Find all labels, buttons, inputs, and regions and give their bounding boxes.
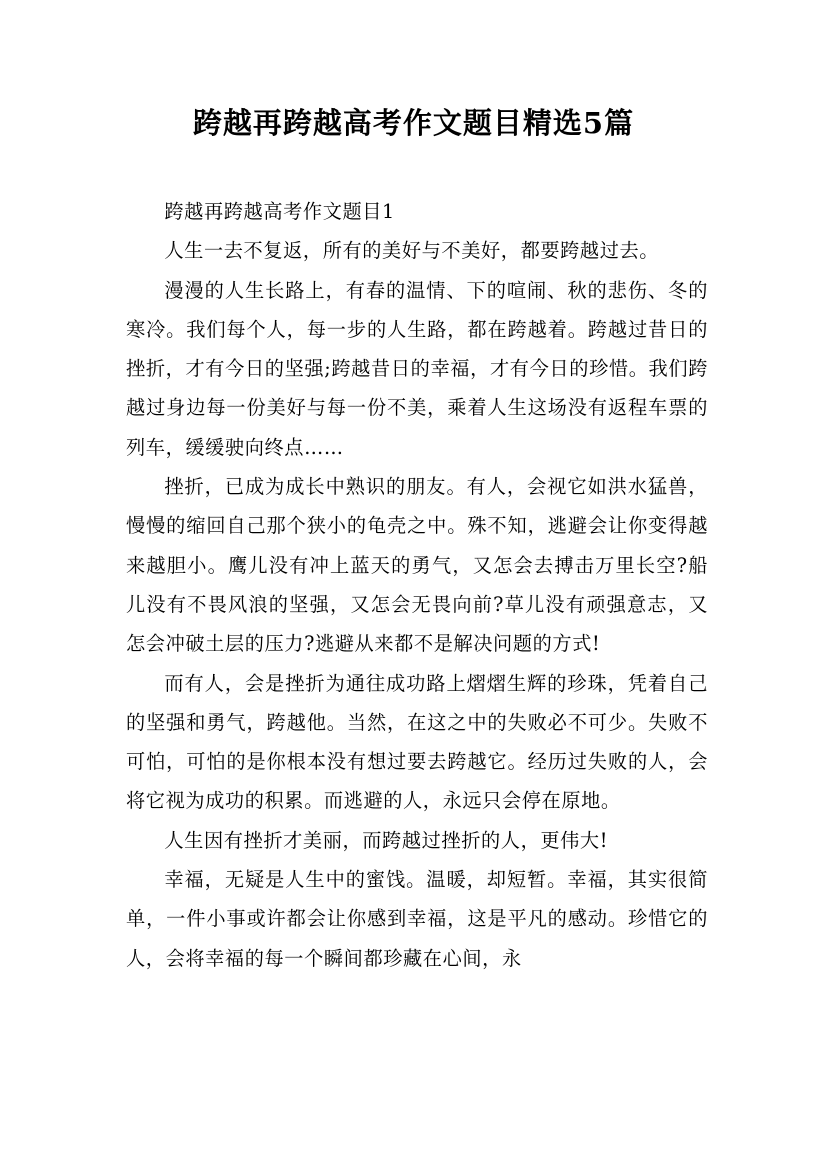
- document-title: 跨越再跨越高考作文题目精选5篇: [192, 106, 635, 140]
- paragraph: 幸福，无疑是人生中的蜜饯。温暖，却短暂。幸福，其实很简单，一件小事或许都会让你感到幸福，这是平凡的感动。珍惜它的人，会将幸福的每一个瞬间都珍藏在心间，永: [126, 868, 708, 970]
- paragraph: 挫折，已成为成长中熟识的朋友。有人，会视它如洪水猛兽，慢慢的缩回自己那个狭小的龟壳之中。殊不知，逃避会让你变得越来越胆小。鹰儿没有冲上蓝天的勇气，又怎会去搏击万里长空?船儿没有不畏风浪的坚强，又怎会无畏向前?草儿没有顽强意志，又怎会冲破土层的压力?逃避从来都不是解决问题的方式!: [126, 475, 708, 656]
- paragraph: 人生因有挫折才美丽，而跨越过挫折的人，更伟大!: [164, 828, 609, 852]
- paragraph: 漫漫的人生长路上，有春的温情、下的喧闹、秋的悲伤、冬的寒冷。我们每个人，每一步的人生路，都在跨越着。跨越过昔日的挫折，才有今日的坚强;跨越昔日的幸福，才有今日的珍惜。我们跨越过身边每一份美好与每一份不美，乘着人生这场没有返程车票的列车，缓缓驶向终点……: [126, 278, 708, 459]
- section-heading: 跨越再跨越高考作文题目1: [164, 200, 395, 223]
- document-body: [126, 192, 708, 978]
- paragraph: 人生一去不复返，所有的美好与不美好，都要跨越过去。: [164, 239, 660, 263]
- paragraph: 而有人，会是挫折为通往成功路上熠熠生辉的珍珠，凭着自己的坚强和勇气，跨越他。当然，在这之中的失败必不可少。失败不可怕，可怕的是你根本没有想过要去跨越它。经历过失败的人，会将它视为成功的积累。而逃避的人，永远只会停在原地。: [126, 671, 708, 813]
